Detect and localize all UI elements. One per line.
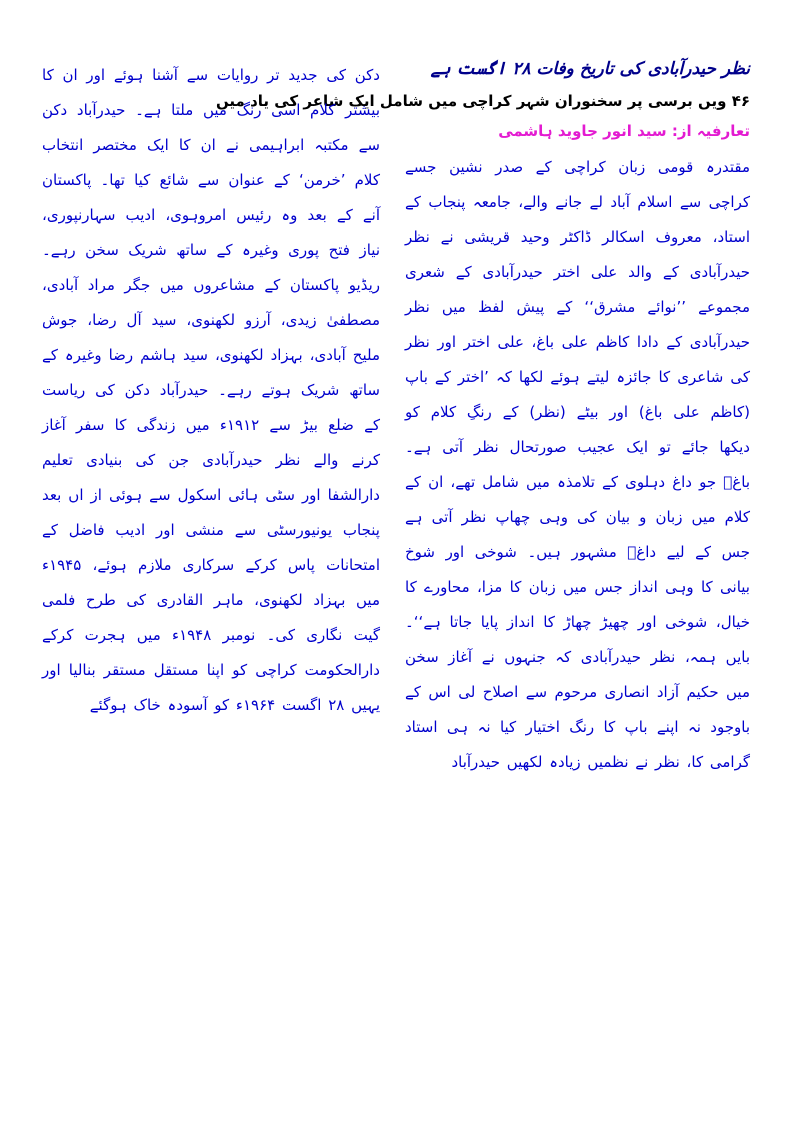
article-title: نظر حیدرآبادی کی تاریخ وفات ۲۸ اگست ہے xyxy=(430,59,750,79)
article-author: تعارفیہ از: سید انور جاوید ہاشمی xyxy=(498,122,750,140)
right-column-text: مقتدرہ قومی زبان کراچی کے صدر نشین جسے کراچی سے اسلام آباد لے جانے والے، جامعہ پنجاب کے استاد، معروف اسکالر ڈاکٹر وحید قریشی نے نظر حیدرآبادی کے والد علی اختر حیدرآبادی کے شعری مجموعے ’’نوائے مشرق‘‘ کے پیش لفظ میں نظر حیدرآبادی کے دادا کاظم علی باغ، علی اختر اور نظر کی شاعری کا جائزہ لیتے ہوئے لکھا کہ ’اختر کے باپ (کاظم علی باغ) اور بیٹے (نظر) کے رنگِ کلام کو دیکھا جائے تو ایک عجیب صورتحال نظر آتی ہے۔ باغؔ جو داغ دہلوی کے تلامذہ میں شامل تھے، ان کے کلام میں زبان و بیان کی وہی چھاپ نظر آتی ہے جس کے لیے داغؔ مشہور ہیں۔ شوخی اور شوخ بیانی کا وہی انداز جس میں زبان کا مزا، محاورے کا خیال، شوخی اور چھیڑ چھاڑ کا انداز پایا جاتا ہے‘‘۔ بایں ہمہ، نظر حیدرآبادی کہ جنہوں نے آغاز سخن میں حکیم آزاد انصاری مرحوم سے اصلاح لی اس کے باوجود نہ اپنے باپ کا رنگ اختیار کیا نہ ہی استاد گرامی کا، نظر نے نظمیں زیادہ لکھیں حیدرآباد xyxy=(405,158,750,771)
right-column xyxy=(215,58,750,780)
left-column-text: دکن کی جدید تر روایات سے آشنا ہوئے اور ان کا بیشتر کلام اسی رنگ میں ملتا ہے۔ حیدرآباد دکن سے مکتبہ ابراہیمی نے ان کا ایک مختصر انتخاب کلام ’خرمن‘ کے عنوان سے شائع کیا تھا۔ پاکستان آنے کے بعد وہ رئیس امروہوی، ادیب سہارنپوری، نیاز فتح پوری وغیرہ کے ساتھ شریک سخن رہے۔ ریڈیو پاکستان کے مشاعروں میں جگر مراد آبادی، مصطفیٰ زیدی، آرزو لکھنوی، سید آل رضا، جوش ملیح آبادی، بہزاد لکھنوی، سید ہاشم رضا وغیرہ کے ساتھ شریک ہوتے رہے۔ حیدرآباد دکن کی ریاست کے ضلع بیڑ سے ۱۹۱۲ء میں زندگی کا سفر آغاز کرنے والے نظر حیدرآبادی جن کی بنیادی تعلیم دارالشفا اور سٹی ہائی اسکول سے ہوئی از اں بعد پنجاب یونیورسٹی سے منشی اور ادیب فاضل کے امتحانات پاس کرکے سرکاری ملازم ہوئے، ۱۹۴۵ء میں بہزاد لکھنوی، ماہر القادری کی طرح فلمی گیت نگاری کی۔ نومبر ۱۹۴۸ء میں ہجرت کرکے دارالحکومت کراچی کو اپنا مستقل مستقر بنالیا اور یہیں ۲۸ اگست ۱۹۶۴ء کو آسودہ خاک ہوگئے xyxy=(42,66,380,714)
left-column xyxy=(42,58,380,723)
article-subtitle: ۴۶ ویں برسی پر سخنوران شہر کراچی میں شامل ایک شاعر کی یاد میں xyxy=(215,92,750,110)
